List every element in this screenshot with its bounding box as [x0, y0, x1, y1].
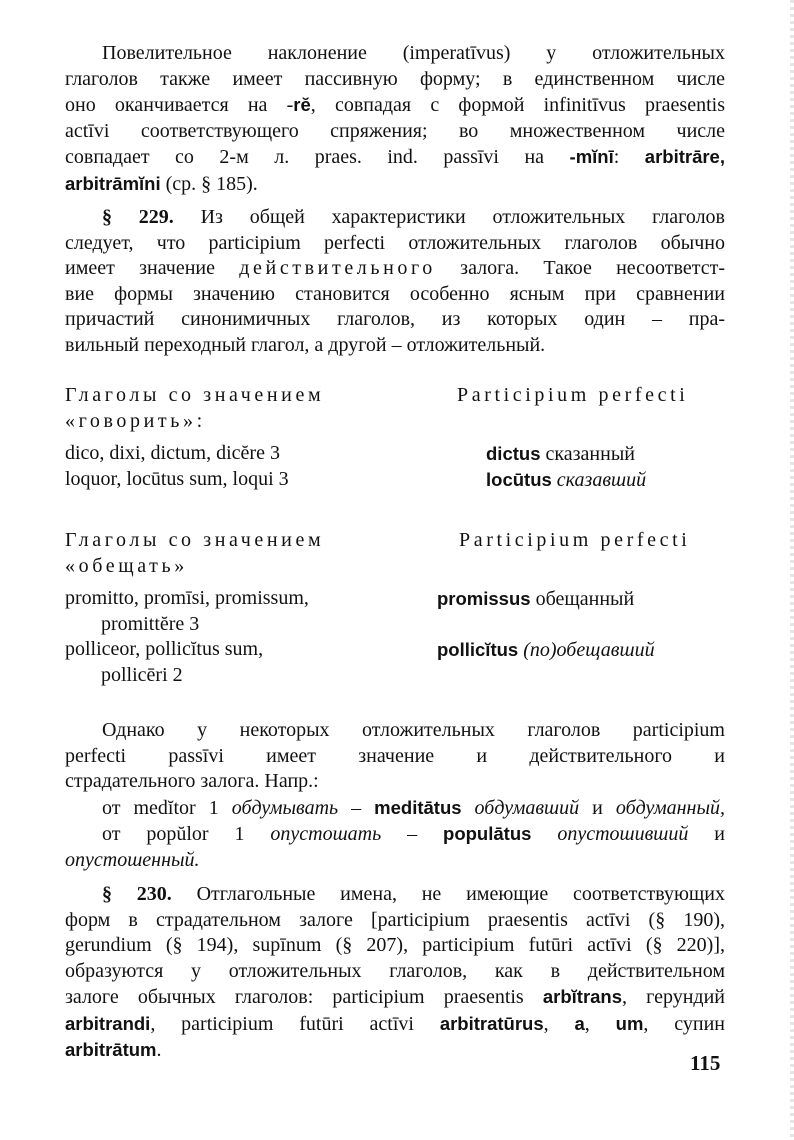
p3-italic: опустошивший — [531, 823, 689, 845]
p4-line — [65, 882, 725, 908]
header-left: «говорить»: — [65, 409, 206, 432]
section-number: § 229. — [102, 206, 174, 228]
paragraph-229 — [65, 205, 725, 358]
p3-text: и — [688, 823, 726, 845]
participle — [437, 586, 634, 613]
table-header — [65, 383, 725, 409]
verb-forms-cont: pollicēri 2 — [101, 663, 183, 686]
p4-term: um — [615, 1012, 644, 1034]
p4-text: , герундий — [622, 986, 725, 1008]
p1-line — [65, 171, 725, 198]
table-govorit — [65, 383, 725, 492]
p1-line — [65, 119, 725, 145]
p2-text: Из общей характеристики отложительных глаголов — [173, 206, 725, 228]
p2-text: причастий синонимичных глаголов, из которых один – пра- — [65, 308, 725, 330]
p2-text: вие формы значению становится особенно ясным при сравнении — [65, 282, 725, 305]
p3-text: perfecti passīvi имеет значение и действительного и — [65, 744, 725, 767]
participle-translation: сказанный — [540, 443, 635, 465]
p4-term: a — [574, 1012, 585, 1034]
p3-line — [65, 795, 725, 822]
table-row — [65, 586, 725, 612]
table-row — [65, 663, 725, 689]
participle — [437, 637, 655, 664]
p3-text: страдательного залога. Напр.: — [65, 770, 319, 792]
p4-text: , — [543, 1012, 575, 1035]
p3-text: – — [381, 823, 444, 845]
p4-line — [65, 1011, 725, 1038]
p4-text: , participium futūri actīvi — [150, 1012, 440, 1035]
header-left: Глаголы со значением — [65, 384, 325, 406]
participle-term: dictus — [486, 443, 541, 464]
p1-text: глаголов также имеет пассивную форму; в единственном числе — [65, 67, 725, 90]
p1-term: rĕ — [293, 94, 311, 115]
p1-text: : — [613, 146, 645, 168]
header-right: Participium perfecti — [457, 384, 689, 406]
table-header — [65, 554, 725, 580]
p4-text: залоге обычных глаголов: participium praesentis — [65, 986, 543, 1008]
p3-line — [65, 769, 725, 795]
p4-text: gerundium (§ 194), supīnum (§ 207), participium futūri actīvi (§ 220)], — [65, 934, 725, 956]
paragraph-230 — [65, 882, 725, 1064]
p4-term: arbĭtrans — [542, 986, 623, 1007]
table-row — [65, 612, 725, 638]
p1-line — [65, 92, 725, 119]
p4-line — [65, 959, 725, 985]
p1-text: , совпадая с формой infinitīvus praesentis — [310, 94, 725, 116]
participle — [486, 441, 635, 468]
p3-text: – — [338, 796, 375, 819]
table-header — [65, 409, 725, 435]
table-header — [65, 528, 725, 554]
p3-italic: опустошать — [270, 823, 382, 845]
p2-text: следует, что participium perfecti отложительных глаголов обычно — [65, 231, 725, 254]
p3-text: от popŭlor 1 — [102, 823, 271, 845]
p1-text: actīvi соответствующего спряжения; во множественном числе — [65, 119, 725, 142]
p4-text: образуются у отложительных глаголов, как в действительном — [65, 959, 725, 982]
header-left: Глаголы со значением — [65, 529, 325, 551]
p1-text: (ср. § 185). — [160, 172, 258, 195]
p1-text: оно оканчивается на - — [65, 94, 294, 116]
participle-translation: сказавший — [551, 468, 647, 491]
p3-line — [65, 848, 725, 874]
p4-term: arbitratūrus — [439, 1012, 544, 1034]
table-row — [65, 637, 725, 663]
verb-forms: dico, dixi, dictum, dicĕre 3 — [65, 442, 280, 464]
header-right: Participium perfecti — [459, 529, 691, 551]
table-row — [65, 441, 725, 467]
p3-line — [65, 744, 725, 770]
header-left: «обещать» — [65, 554, 188, 577]
page-number: 115 — [690, 1051, 721, 1075]
participle-translation: (по)обещавший — [518, 639, 655, 661]
p4-term: arbitrātum — [65, 1039, 157, 1060]
section-number: § 230. — [102, 883, 172, 905]
verb-forms: promitto, promīsi, promissum, — [65, 587, 309, 609]
p4-text: форм в страдательном залоге [participium praesentis actīvi (§ 190), — [65, 908, 725, 931]
paragraph-imperative — [65, 41, 725, 197]
p1-term: -mĭnī — [569, 146, 614, 167]
p4-text: , — [584, 1012, 616, 1035]
p2-line — [65, 256, 725, 282]
p3-italic: опустошенный. — [65, 848, 200, 871]
participle-term: pollicĭtus — [437, 639, 519, 660]
p4-text: , супин — [643, 1012, 725, 1035]
p3-line — [65, 718, 725, 744]
p2-spaced: действительного — [239, 257, 436, 279]
p1-text: совпадает со 2-м л. praes. ind. passīvi на — [65, 146, 570, 168]
p1-line — [65, 41, 725, 67]
p3-text: и — [579, 796, 616, 819]
p1-text: Повелительное наклонение (imperatīvus) у отложительных — [102, 42, 725, 64]
participle-term: promissus — [437, 588, 531, 609]
p4-text: Отглагольные имена, не имеющие соответствующих — [171, 883, 725, 905]
p3-italic: обдуманный, — [615, 796, 726, 819]
p1-line — [65, 67, 725, 93]
verb-forms: polliceor, pollicĭtus sum, — [65, 638, 264, 660]
page-edge — [790, 0, 794, 1140]
p3-text: Однако у некоторых отложительных глаголов participium — [102, 719, 725, 741]
p3-italic: обдумавший — [461, 796, 580, 819]
p3-term: populātus — [443, 823, 532, 844]
p2-text: вильный переходный глагол, а другой – отложительный. — [65, 333, 546, 356]
p3-italic: обдумывать — [231, 796, 339, 819]
p3-term: meditātus — [374, 796, 462, 818]
p4-line — [65, 908, 725, 934]
p1-line — [65, 144, 725, 171]
participle — [486, 467, 646, 494]
participle-translation: обещанный — [530, 588, 635, 610]
paragraph-exceptions — [65, 718, 725, 873]
verb-forms: loquor, locūtus sum, loqui 3 — [65, 467, 289, 490]
p4-line — [65, 1037, 725, 1064]
p3-line — [65, 821, 725, 848]
p4-line — [65, 984, 725, 1011]
verb-forms-cont: promittĕre 3 — [101, 612, 200, 635]
p4-line — [65, 933, 725, 959]
p3-text: от medĭtor 1 — [102, 796, 232, 819]
p2-text: залога. Такое несоответст- — [435, 257, 725, 279]
p4-text: . — [156, 1039, 162, 1061]
p2-line — [65, 333, 725, 359]
p2-line — [65, 205, 725, 231]
table-obeshchat — [65, 528, 725, 688]
p4-term: arbitrandi — [65, 1012, 151, 1034]
p2-line — [65, 231, 725, 257]
table-row — [65, 467, 725, 493]
p2-line — [65, 282, 725, 308]
p2-text: имеет значение — [65, 257, 240, 279]
participle-term: locūtus — [486, 468, 552, 490]
p1-term: arbitrāmĭni — [65, 172, 161, 194]
p1-term: arbitrāre, — [644, 146, 725, 167]
p2-line — [65, 307, 725, 333]
